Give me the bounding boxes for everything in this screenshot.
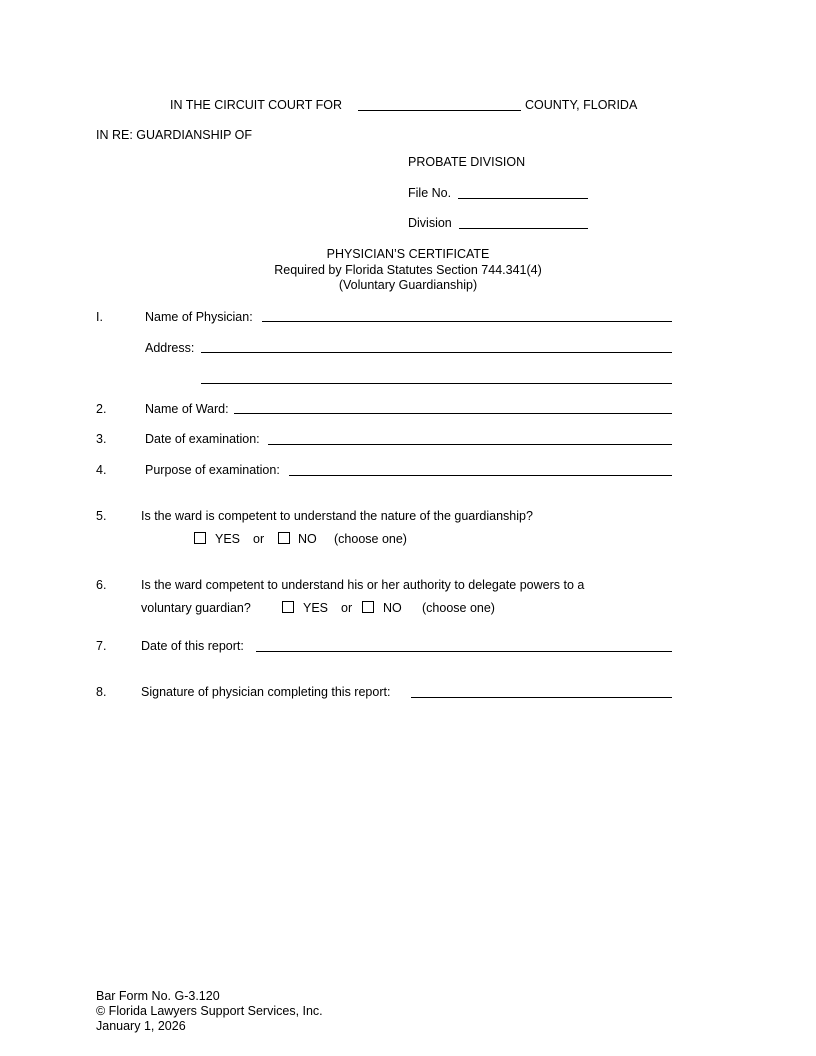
address-field-line-2[interactable]	[201, 383, 672, 384]
item-2-number: 2.	[96, 402, 107, 416]
ward-name-label: Name of Ward:	[145, 402, 229, 416]
county-field[interactable]	[358, 110, 521, 111]
exam-purpose-label: Purpose of examination:	[145, 463, 280, 477]
delegate-question: Is the ward competent to understand his or her authority to delegate powers to a	[141, 578, 585, 592]
ward-name-field[interactable]	[234, 413, 672, 414]
competence-or-label: or	[253, 532, 265, 546]
certificate-title: PHYSICIAN’S CERTIFICATE	[326, 247, 490, 261]
signature-field[interactable]	[411, 697, 672, 698]
file-no-field[interactable]	[458, 198, 588, 199]
delegate-question-cont: voluntary guardian?	[141, 601, 251, 615]
copyright-notice: © Florida Lawyers Support Services, Inc.	[96, 1004, 323, 1018]
exam-purpose-field[interactable]	[289, 475, 672, 476]
in-re-caption: IN RE: GUARDIANSHIP OF	[96, 128, 253, 142]
competence-yes-label: YES	[215, 532, 241, 546]
item-1-number: I.	[96, 310, 103, 324]
certificate-subtitle-2: (Voluntary Guardianship)	[338, 278, 478, 292]
report-date-label: Date of this report:	[141, 639, 244, 653]
item-3-number: 3.	[96, 432, 107, 446]
delegate-hint: (choose one)	[422, 601, 495, 615]
signature-label: Signature of physician completing this report:	[141, 685, 391, 699]
certificate-subtitle: Required by Florida Statutes Section 744.341(4)	[274, 263, 542, 277]
address-field-line-1[interactable]	[201, 352, 672, 353]
delegate-no-checkbox[interactable]	[362, 601, 374, 613]
delegate-yes-label: YES	[303, 601, 329, 615]
exam-date-field[interactable]	[268, 444, 672, 445]
division-field[interactable]	[459, 228, 588, 229]
file-no-label: File No.	[408, 186, 452, 200]
competence-yes-checkbox[interactable]	[194, 532, 206, 544]
division-label: Division	[408, 216, 452, 230]
report-date-field[interactable]	[256, 651, 672, 652]
item-5-number: 5.	[96, 509, 107, 523]
address-label: Address:	[145, 341, 195, 355]
exam-date-label: Date of examination:	[145, 432, 260, 446]
item-7-number: 7.	[96, 639, 107, 653]
bar-form-number: Bar Form No. G-3.120	[96, 989, 220, 1003]
form-date: January 1, 2026	[96, 1019, 186, 1033]
competence-question: Is the ward is competent to understand the nature of the guardianship?	[141, 509, 533, 523]
item-6-number: 6.	[96, 578, 107, 592]
court-suffix: COUNTY, FLORIDA	[525, 98, 638, 112]
delegate-yes-checkbox[interactable]	[282, 601, 294, 613]
item-8-number: 8.	[96, 685, 107, 699]
competence-no-label: NO	[298, 532, 317, 546]
competence-hint: (choose one)	[334, 532, 407, 546]
competence-no-checkbox[interactable]	[278, 532, 290, 544]
court-prefix: IN THE CIRCUIT COURT FOR	[170, 98, 343, 112]
delegate-no-label: NO	[383, 601, 402, 615]
probate-division-label: PROBATE DIVISION	[408, 155, 526, 169]
delegate-or-label: or	[341, 601, 353, 615]
item-4-number: 4.	[96, 463, 107, 477]
physician-name-field[interactable]	[262, 321, 672, 322]
physician-name-label: Name of Physician:	[145, 310, 253, 324]
